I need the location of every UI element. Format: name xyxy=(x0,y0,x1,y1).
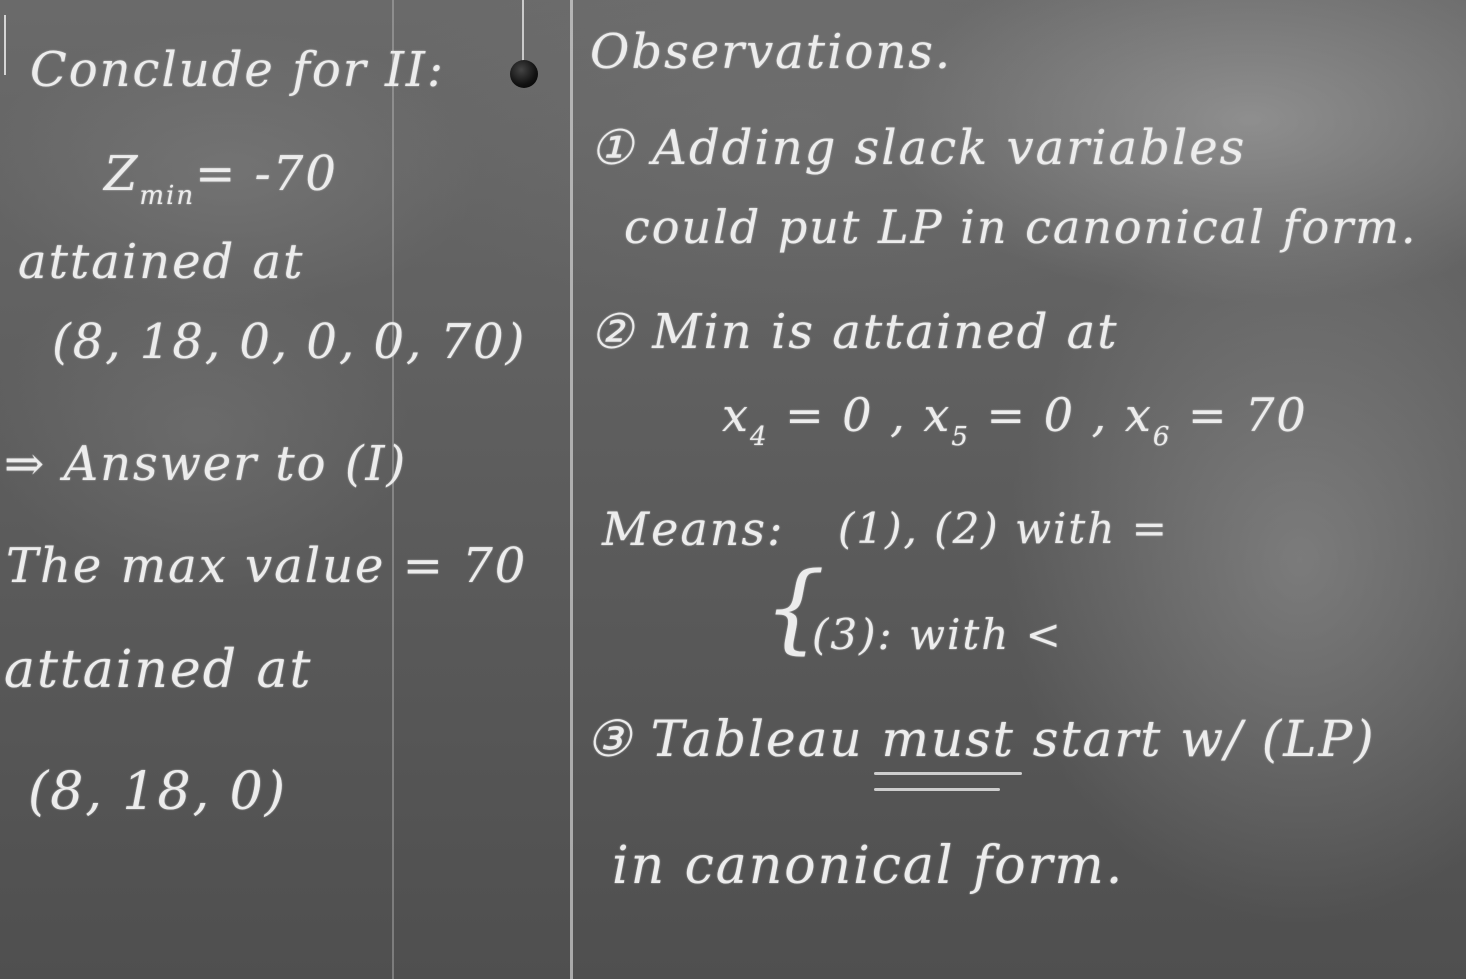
x4-subscript: 4 xyxy=(749,422,769,452)
observation-3-suffix: start w/ (LP) xyxy=(1032,710,1376,768)
observation-1-line-1: ① Adding slack variables xyxy=(590,120,1247,176)
x6-subscript: 6 xyxy=(1152,422,1172,452)
means-case-1: (1), (2) with = xyxy=(838,504,1169,553)
z-min-equation xyxy=(104,146,338,211)
observation-2-line-1: ② Min is attained at xyxy=(590,304,1119,360)
max-value-statement: The max value = 70 xyxy=(6,538,528,594)
x5-symbol: x xyxy=(906,388,952,442)
optimal-point-1: (8, 18, 0, 0, 0, 70) xyxy=(52,314,527,370)
z-symbol: Z xyxy=(104,146,140,202)
x5-value: = 0 , xyxy=(969,388,1109,442)
board-divider-line xyxy=(570,0,573,979)
observation-3-line-2: in canonical form. xyxy=(612,836,1125,896)
observation-3-prefix: ③ Tableau xyxy=(586,710,864,768)
magnet xyxy=(510,60,538,88)
conclude-heading: Conclude for II: xyxy=(30,42,446,98)
x6-value: = 70 xyxy=(1171,388,1308,442)
observation-3-line-1 xyxy=(586,710,1376,768)
x6-symbol: x xyxy=(1108,388,1153,442)
z-value: = -70 xyxy=(195,146,338,202)
optimal-point-2: (8, 18, 0) xyxy=(28,762,288,822)
means-case-2: (3): with < xyxy=(812,610,1063,659)
attained-at-label-2: attained at xyxy=(4,640,313,700)
observations-title: Observations. xyxy=(590,24,953,80)
x4-value: = 0 , xyxy=(768,388,907,442)
must-underline-2 xyxy=(874,788,1000,791)
hanging-string xyxy=(522,0,524,62)
observation-1-line-2: could put LP in canonical form. xyxy=(624,200,1418,254)
x4-symbol: x xyxy=(722,388,750,442)
observation-3-emphasis: must xyxy=(881,710,1015,768)
must-underline-1 xyxy=(874,772,1022,775)
answer-heading: ⇒ Answer to (I) xyxy=(4,436,408,492)
board-edge-line xyxy=(4,15,6,75)
attained-at-label-1: attained at xyxy=(18,234,305,290)
x5-subscript: 5 xyxy=(951,422,970,452)
slack-values-equation xyxy=(722,388,1308,452)
brace-symbol: { xyxy=(764,552,826,664)
z-subscript: min xyxy=(139,181,196,211)
means-label: Means: xyxy=(602,502,785,556)
